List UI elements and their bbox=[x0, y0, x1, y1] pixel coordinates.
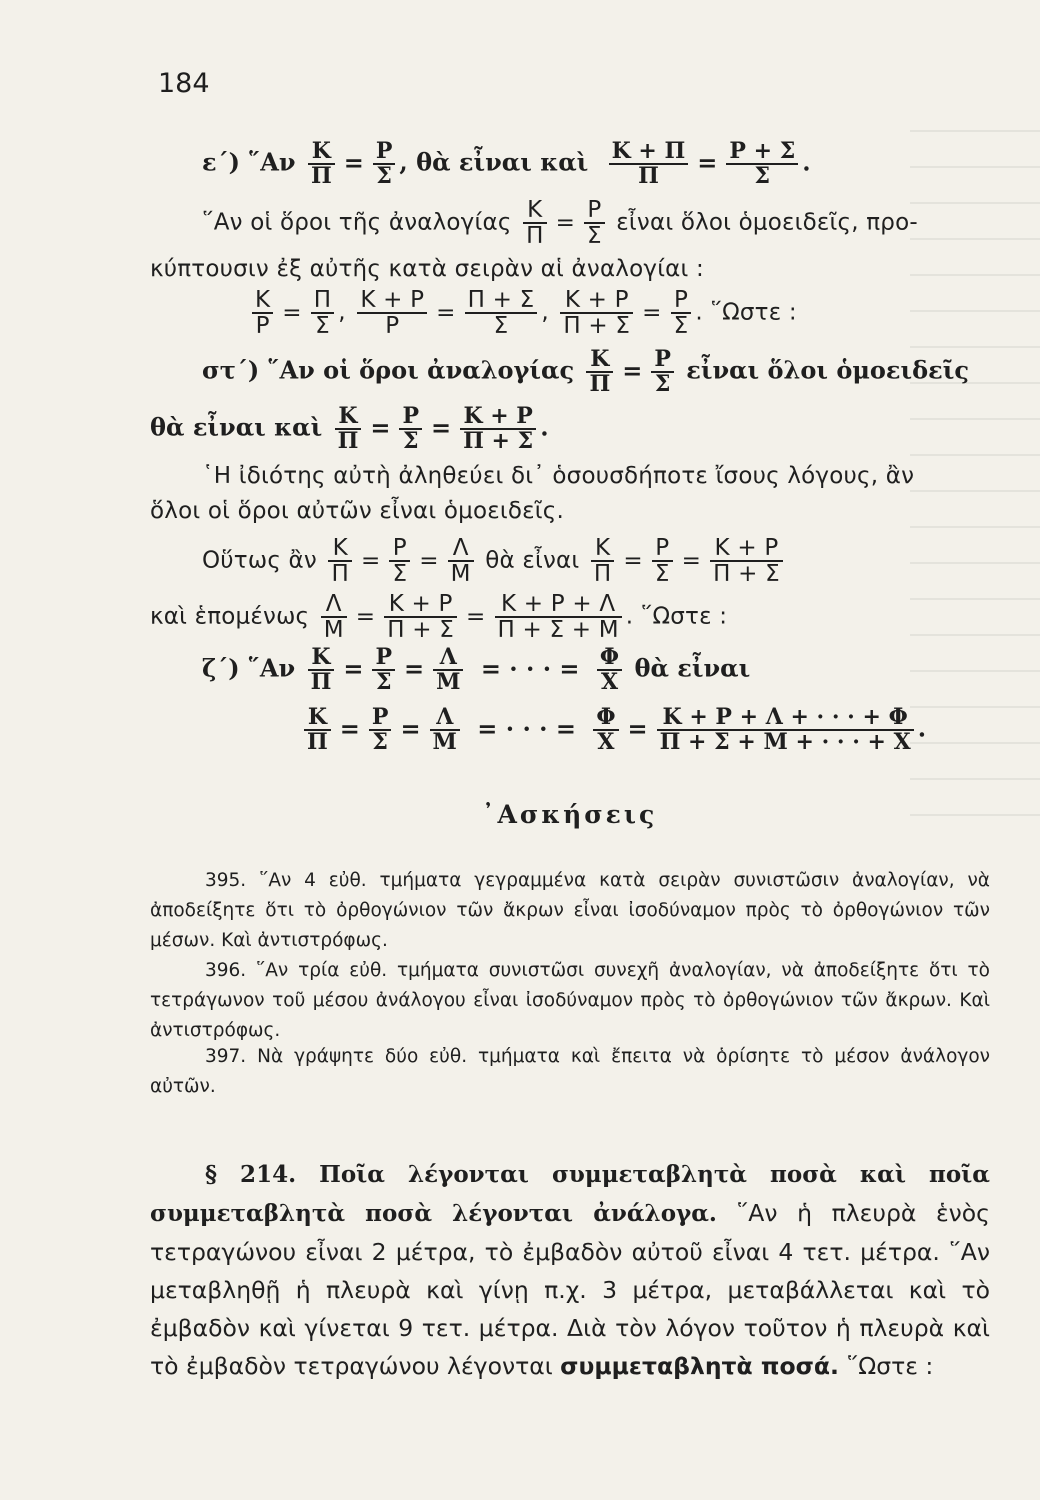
section-214 bbox=[150, 1155, 990, 1385]
para2-line1: ῾Η ἰδιότης αὐτὴ ἀληθεύει δι᾽ ὁσουσδήποτε ἴσους λόγους, ἂν bbox=[202, 463, 915, 489]
fraction: $\frac{P}{\Sigma}$ bbox=[671, 288, 692, 338]
rule-e-middle: , θὰ εἶναι καὶ bbox=[399, 147, 589, 177]
fraction: $\frac{K + P + \Lambda}{\Pi + \Sigma + M}$ bbox=[495, 592, 622, 642]
exercise-number: 395. bbox=[205, 870, 247, 891]
para2-line2: ὅλοι οἱ ὅροι αὐτῶν εἶναι ὁμοειδεῖς. bbox=[150, 498, 564, 524]
fraction: $\frac{K + P}{\Pi + \Sigma}$ bbox=[460, 405, 536, 453]
fraction: $\frac{\Lambda}{M}$ bbox=[448, 536, 474, 586]
fraction: $\frac{P}{\Sigma}$ bbox=[373, 140, 396, 188]
exercise-text: Νὰ γράψητε δύο εὐθ. τμήματα καὶ ἔπειτα νὰ ὁρίσητε τὸ μέσον ἀνάλογον αὐτῶν. bbox=[150, 1046, 990, 1097]
rule-st-line2: θὰ εἶναι καὶ $\frac{K}{\Pi}$ = $\frac{P}{\Sigma}$ = $\frac{K + P}{\Pi + \Sigma}$ . bbox=[150, 403, 549, 455]
page-number: 184 bbox=[158, 68, 210, 99]
fraction: $\frac{K}{\Pi}$ bbox=[335, 405, 362, 453]
fraction: $\frac{P}{\Sigma}$ bbox=[651, 348, 674, 396]
para1-line2: κύπτουσιν ἐξ αὐτῆς κατὰ σειρὰν αἱ ἀναλογίαι : bbox=[150, 256, 704, 282]
fraction: $\frac{K}{\Pi}$ bbox=[304, 706, 331, 754]
fraction: $\frac{P}{\Sigma}$ bbox=[584, 198, 605, 248]
fraction: $\frac{\Pi}{\Sigma}$ bbox=[311, 288, 335, 338]
fraction: $\frac{K + P + \Lambda + \cdot \cdot \cdot + \Phi}{\Pi + \Sigma + M + \cdot \cdot \cdot + X}$ bbox=[657, 706, 914, 754]
example-line2: καὶ ἑπομένως $\frac{\Lambda}{M}$ = $\frac{K + P}{\Pi + \Sigma}$ = $\frac{K + P + \Lambda}{\Pi + \Sigma + M}$ . ῞Ωστε : bbox=[150, 591, 728, 644]
fraction: $\frac{\Lambda}{M}$ bbox=[321, 592, 347, 642]
fraction: $\frac{K + P}{P}$ bbox=[357, 288, 427, 338]
fraction: $\frac{P}{\Sigma}$ bbox=[389, 536, 410, 586]
exercise-395 bbox=[150, 866, 990, 956]
rule-e: ε΄) ῞Αν $\frac{K}{\Pi}$ = $\frac{P}{\Sigma}$ , θὰ εἶναι καὶ $\frac{K + \Pi}{\Pi}$ = $\frac{P + \Sigma}{\Sigma}$ . bbox=[202, 138, 811, 190]
fraction: $\frac{K}{P}$ bbox=[252, 288, 273, 338]
fraction: $\frac{P + \Sigma}{\Sigma}$ bbox=[726, 140, 798, 188]
rule-e-label: ε΄) ῞Αν bbox=[202, 147, 296, 177]
fraction: $\frac{\Phi}{X}$ bbox=[597, 646, 622, 694]
fraction: $\frac{\Lambda}{M}$ bbox=[433, 646, 463, 694]
fraction: $\frac{K}{\Pi}$ bbox=[328, 536, 352, 586]
fraction: $\frac{P}{\Sigma}$ bbox=[652, 536, 673, 586]
exercises-heading: ᾿Ασκήσεις bbox=[482, 800, 658, 829]
section-strong: συμμεταβλητὰ ποσά. bbox=[560, 1352, 839, 1380]
fraction: $\frac{K}{\Pi}$ bbox=[586, 348, 613, 396]
fraction: $\frac{K + \Pi}{\Pi}$ bbox=[609, 140, 689, 188]
fraction: $\frac{P}{\Sigma}$ bbox=[369, 706, 392, 754]
fraction: $\frac{P}{\Sigma}$ bbox=[372, 646, 395, 694]
fraction: $\frac{\Pi + \Sigma}{\Sigma}$ bbox=[465, 288, 538, 338]
exercise-number: 397. bbox=[205, 1046, 247, 1067]
section-end: ῞Ωστε : bbox=[846, 1352, 934, 1380]
fraction: $\frac{K + P}{\Pi + \Sigma}$ bbox=[560, 288, 633, 338]
example-line1: Οὕτως ἂν $\frac{K}{\Pi}$ = $\frac{P}{\Sigma}$ = $\frac{\Lambda}{M}$ θὰ εἶναι $\frac{K}{\Pi}$ = $\frac{P}{\Sigma}$ = $\frac{K + P}{\Pi + \Sigma}$ bbox=[202, 536, 787, 586]
derived-proportions: $\frac{K}{P}$ = $\frac{\Pi}{\Sigma}$ , $\frac{K + P}{P}$ = $\frac{\Pi + \Sigma}{\Sigma}$ , $\frac{K + P}{\Pi + \Sigma}$ = $\frac{P}{\Sigma}$ . ῞Ωστε : bbox=[248, 288, 797, 338]
fraction: $\frac{\Phi}{X}$ bbox=[593, 706, 618, 754]
fraction: $\frac{K + P}{\Pi + \Sigma}$ bbox=[710, 536, 783, 586]
section-text: ῞Αν ἡ πλευρὰ ἑνὸς τετραγώνου εἶναι 2 μέτρα, τὸ ἐμβαδὸν αὐτοῦ εἶναι 4 τετ. μέτρα. ῞Αν μεταβληθῇ ἡ πλευρὰ καὶ γίνῃ π.χ. 3 μέτρα, μεταβάλλεται καὶ τὸ ἐμβαδὸν καὶ γίνεται 9 τετ. μέτρα. Διὰ τὸν λόγον τοῦτον ἡ πλευρὰ καὶ τὸ ἐμβαδὸν τετραγώνου λέγονται bbox=[150, 1199, 990, 1380]
fraction: $\frac{K}{\Pi}$ bbox=[591, 536, 615, 586]
fraction: $\frac{\Lambda}{M}$ bbox=[430, 706, 460, 754]
rule-z-line2: $\frac{K}{\Pi}$ = $\frac{P}{\Sigma}$ = $\frac{\Lambda}{M}$ = · · · = $\frac{\Phi}{X}$ = $\frac{K + P + \Lambda + \cdot \cdot \cdot + \Phi}{\Pi + \Sigma + M + \cdot \cdot \cdot + X}$ . bbox=[300, 706, 926, 754]
exercise-397 bbox=[150, 1042, 990, 1102]
fraction: $\frac{P}{\Sigma}$ bbox=[399, 405, 422, 453]
rule-z: ζ΄) ῞Αν $\frac{K}{\Pi}$ = $\frac{P}{\Sigma}$ = $\frac{\Lambda}{M}$ = · · · = $\frac{\Phi}{X}$ θὰ εἶναι bbox=[202, 644, 751, 696]
exercise-text: ῞Αν 4 εὐθ. τμήματα γεγραμμένα κατὰ σειρὰν συνιστῶσιν ἀναλογίαν, νὰ ἀποδείξητε ὅτι τὸ ὀρθογώνιον τῶν ἄκρων εἶναι ἰσοδύναμον πρὸς τὸ ὀρθογώνιον τῶν μέσων. Καὶ ἀντιστρόφως. bbox=[150, 870, 990, 951]
fraction: $\frac{K}{\Pi}$ bbox=[308, 646, 335, 694]
fraction: $\frac{K + P}{\Pi + \Sigma}$ bbox=[384, 592, 457, 642]
para1-line1: ῞Αν οἱ ὅροι τῆς ἀναλογίας $\frac{K}{\Pi}$ = $\frac{P}{\Sigma}$ εἶναι ὅλοι ὁμοειδεῖς, προ- bbox=[202, 197, 918, 250]
fraction: $\frac{K}{\Pi}$ bbox=[308, 140, 335, 188]
exercise-text: ῞Αν τρία εὐθ. τμήματα συνιστῶσι συνεχῆ ἀναλογίαν, νὰ ἀποδείξητε ὅτι τὸ τετράγωνον τοῦ μέσου ἀνάλογου εἶναι ἰσοδύναμον πρὸς τὸ ὀρθογώνιον τῶν ἄκρων. Καὶ ἀντιστρόφως. bbox=[150, 960, 990, 1041]
section-title: § 214. Ποῖα λέγονται συμμεταβλητὰ ποσὰ καὶ ποῖα συμμεταβλητὰ ποσὰ λέγονται ἀνάλογα. bbox=[150, 1161, 990, 1227]
show-through-shadow bbox=[910, 130, 1040, 850]
fraction: $\frac{K}{\Pi}$ bbox=[523, 198, 547, 248]
exercise-number: 396. bbox=[205, 960, 247, 981]
exercise-396 bbox=[150, 956, 990, 1046]
rule-st: στ΄) ῞Αν οἱ ὅροι ἀναλογίας $\frac{K}{\Pi}$ = $\frac{P}{\Sigma}$ εἶναι ὅλοι ὁμοειδεῖς bbox=[202, 346, 969, 398]
